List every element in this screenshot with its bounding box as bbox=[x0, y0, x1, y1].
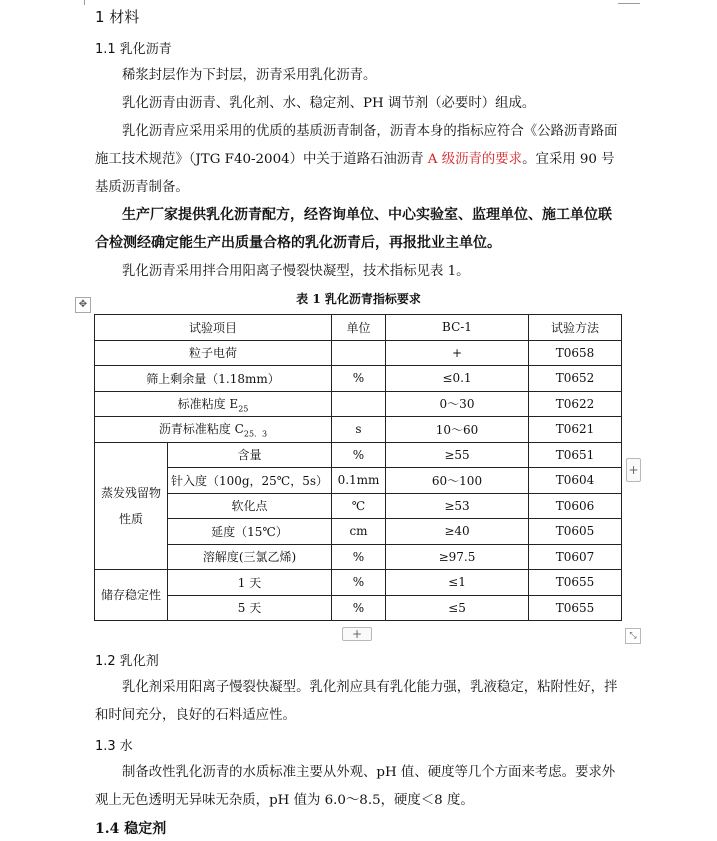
paragraph: 乳化剂采用阳离子慢裂快凝型。乳化剂应具有乳化能力强，乳液稳定，粘附性好，拌和时间充分，良好的石料适应性。 bbox=[95, 680, 618, 723]
table-cell: 1 天 bbox=[168, 570, 332, 596]
margin-marker-left bbox=[74, 0, 85, 5]
table-cell: % bbox=[332, 366, 386, 392]
table-cell bbox=[95, 417, 332, 443]
table-row bbox=[95, 493, 622, 519]
table-row bbox=[95, 391, 622, 417]
table-header-row bbox=[95, 315, 622, 341]
table-cell: ≤0.1 bbox=[386, 366, 529, 392]
table-cell: s bbox=[332, 417, 386, 443]
table-cell: ℃ bbox=[332, 493, 386, 519]
table-cell: cm bbox=[332, 519, 386, 545]
table-cell: 溶解度(三氯乙烯) bbox=[168, 544, 332, 570]
header-cell: BC-1 bbox=[386, 315, 529, 341]
table-cell: % bbox=[332, 442, 386, 468]
table-cell: ≥55 bbox=[386, 442, 529, 468]
heading-materials: 1 材料 bbox=[95, 8, 140, 26]
table-cell: 延度（15℃） bbox=[168, 519, 332, 545]
table-row bbox=[95, 340, 622, 366]
table-caption: 表 1 乳化沥青指标要求 bbox=[296, 292, 421, 306]
table-cell: T0652 bbox=[529, 366, 622, 392]
table-cell: T0651 bbox=[529, 442, 622, 468]
table-cell bbox=[332, 391, 386, 417]
table-cell: ≥40 bbox=[386, 519, 529, 545]
header-cell: 试验项目 bbox=[95, 315, 332, 341]
section-title-water: 1.3 水 bbox=[95, 739, 133, 754]
paragraph-bold: 生产厂家提供乳化沥青配方，经咨询单位、中心实验室、监理单位、施工单位联合检测经确定能生产出质量合格的乳化沥青后，再报批业主单位。 bbox=[95, 207, 612, 251]
group-label-residue: 蒸发残留物性质 bbox=[95, 442, 168, 570]
table-cell: 软化点 bbox=[168, 493, 332, 519]
cell-text: 沥青标准粘度 C bbox=[158, 421, 244, 436]
section-title-stabilizer: 1.4 稳定剂 bbox=[95, 821, 167, 837]
group-label-storage: 储存稳定性 bbox=[95, 570, 168, 621]
table-row bbox=[95, 417, 622, 443]
table-row bbox=[95, 519, 622, 545]
table-row bbox=[95, 468, 622, 494]
header-cell: 单位 bbox=[332, 315, 386, 341]
paragraph-spec bbox=[95, 118, 625, 202]
paragraph: 制备改性乳化沥青的水质标准主要从外观、pH 值、硬度等几个方面来考虑。要求外观上无色透明无异味无杂质，pH 值为 6.0～8.5，硬度＜8 度。 bbox=[95, 765, 616, 808]
text-run: 。宜采用 90 号基质沥青制备。 bbox=[95, 152, 615, 195]
table-cell: 含量 bbox=[168, 442, 332, 468]
add-column-button[interactable]: + bbox=[626, 458, 641, 482]
table-row bbox=[95, 595, 622, 621]
table-cell: T0621 bbox=[529, 417, 622, 443]
table-cell: 筛上剩余量（1.18mm） bbox=[95, 366, 332, 392]
paragraph: 乳化沥青由沥青、乳化剂、水、稳定剂、PH 调节剂（必要时）组成。 bbox=[122, 96, 536, 111]
table-cell: % bbox=[332, 570, 386, 596]
table-cell: 10～60 bbox=[386, 417, 529, 443]
subscript: 25．3 bbox=[243, 428, 268, 438]
table-cell: T0655 bbox=[529, 570, 622, 596]
table-cell: T0607 bbox=[529, 544, 622, 570]
table-cell: T0606 bbox=[529, 493, 622, 519]
paragraph: 乳化沥青采用拌合用阳离子慢裂快凝型，技术指标见表 1。 bbox=[122, 264, 470, 279]
table-cell: 5 天 bbox=[168, 595, 332, 621]
table-cell: 粒子电荷 bbox=[95, 340, 332, 366]
table-cell: T0622 bbox=[529, 391, 622, 417]
table-cell: % bbox=[332, 544, 386, 570]
table-cell: 60～100 bbox=[386, 468, 529, 494]
table-cell: ≥97.5 bbox=[386, 544, 529, 570]
table-cell: 0.1mm bbox=[332, 468, 386, 494]
table-cell bbox=[332, 340, 386, 366]
section-title-emulsified-asphalt: 1.1 乳化沥青 bbox=[95, 42, 172, 57]
table-row bbox=[95, 366, 622, 392]
table-cell: T0604 bbox=[529, 468, 622, 494]
margin-marker-right bbox=[618, 3, 640, 4]
table-resize-icon[interactable]: ⤡ bbox=[625, 628, 641, 644]
table-cell: + bbox=[386, 340, 529, 366]
table-cell: T0605 bbox=[529, 519, 622, 545]
table-cell: ≤5 bbox=[386, 595, 529, 621]
table-move-handle-icon[interactable]: ✥ bbox=[75, 297, 91, 313]
spec-table bbox=[94, 314, 622, 621]
text-run: 乳化沥青应采用采用的优质的基质沥青制备，沥青本身的指标应符合《公路沥青路面施工技术规范》（JTG F40-2004）中关于道路石油沥青 bbox=[95, 124, 618, 167]
section-title-emulsifier: 1.2 乳化剂 bbox=[95, 654, 159, 669]
header-cell: 试验方法 bbox=[529, 315, 622, 341]
table-cell: % bbox=[332, 595, 386, 621]
highlighted-text: A 级沥青的要求 bbox=[427, 152, 523, 167]
table-cell: ≤1 bbox=[386, 570, 529, 596]
table-cell: ≥53 bbox=[386, 493, 529, 519]
table-row bbox=[95, 442, 622, 468]
table-cell: 针入度（100g，25℃，5s） bbox=[168, 468, 332, 494]
paragraph: 稀浆封层作为下封层，沥青采用乳化沥青。 bbox=[122, 68, 377, 83]
table-cell bbox=[95, 391, 332, 417]
table-row bbox=[95, 570, 622, 596]
table-row bbox=[95, 544, 622, 570]
cell-text: 标准粘度 E bbox=[177, 396, 239, 411]
subscript: 25 bbox=[238, 403, 249, 413]
table-cell: T0655 bbox=[529, 595, 622, 621]
table-cell: T0658 bbox=[529, 340, 622, 366]
add-row-button[interactable]: + bbox=[342, 627, 372, 641]
table-cell: 0～30 bbox=[386, 391, 529, 417]
